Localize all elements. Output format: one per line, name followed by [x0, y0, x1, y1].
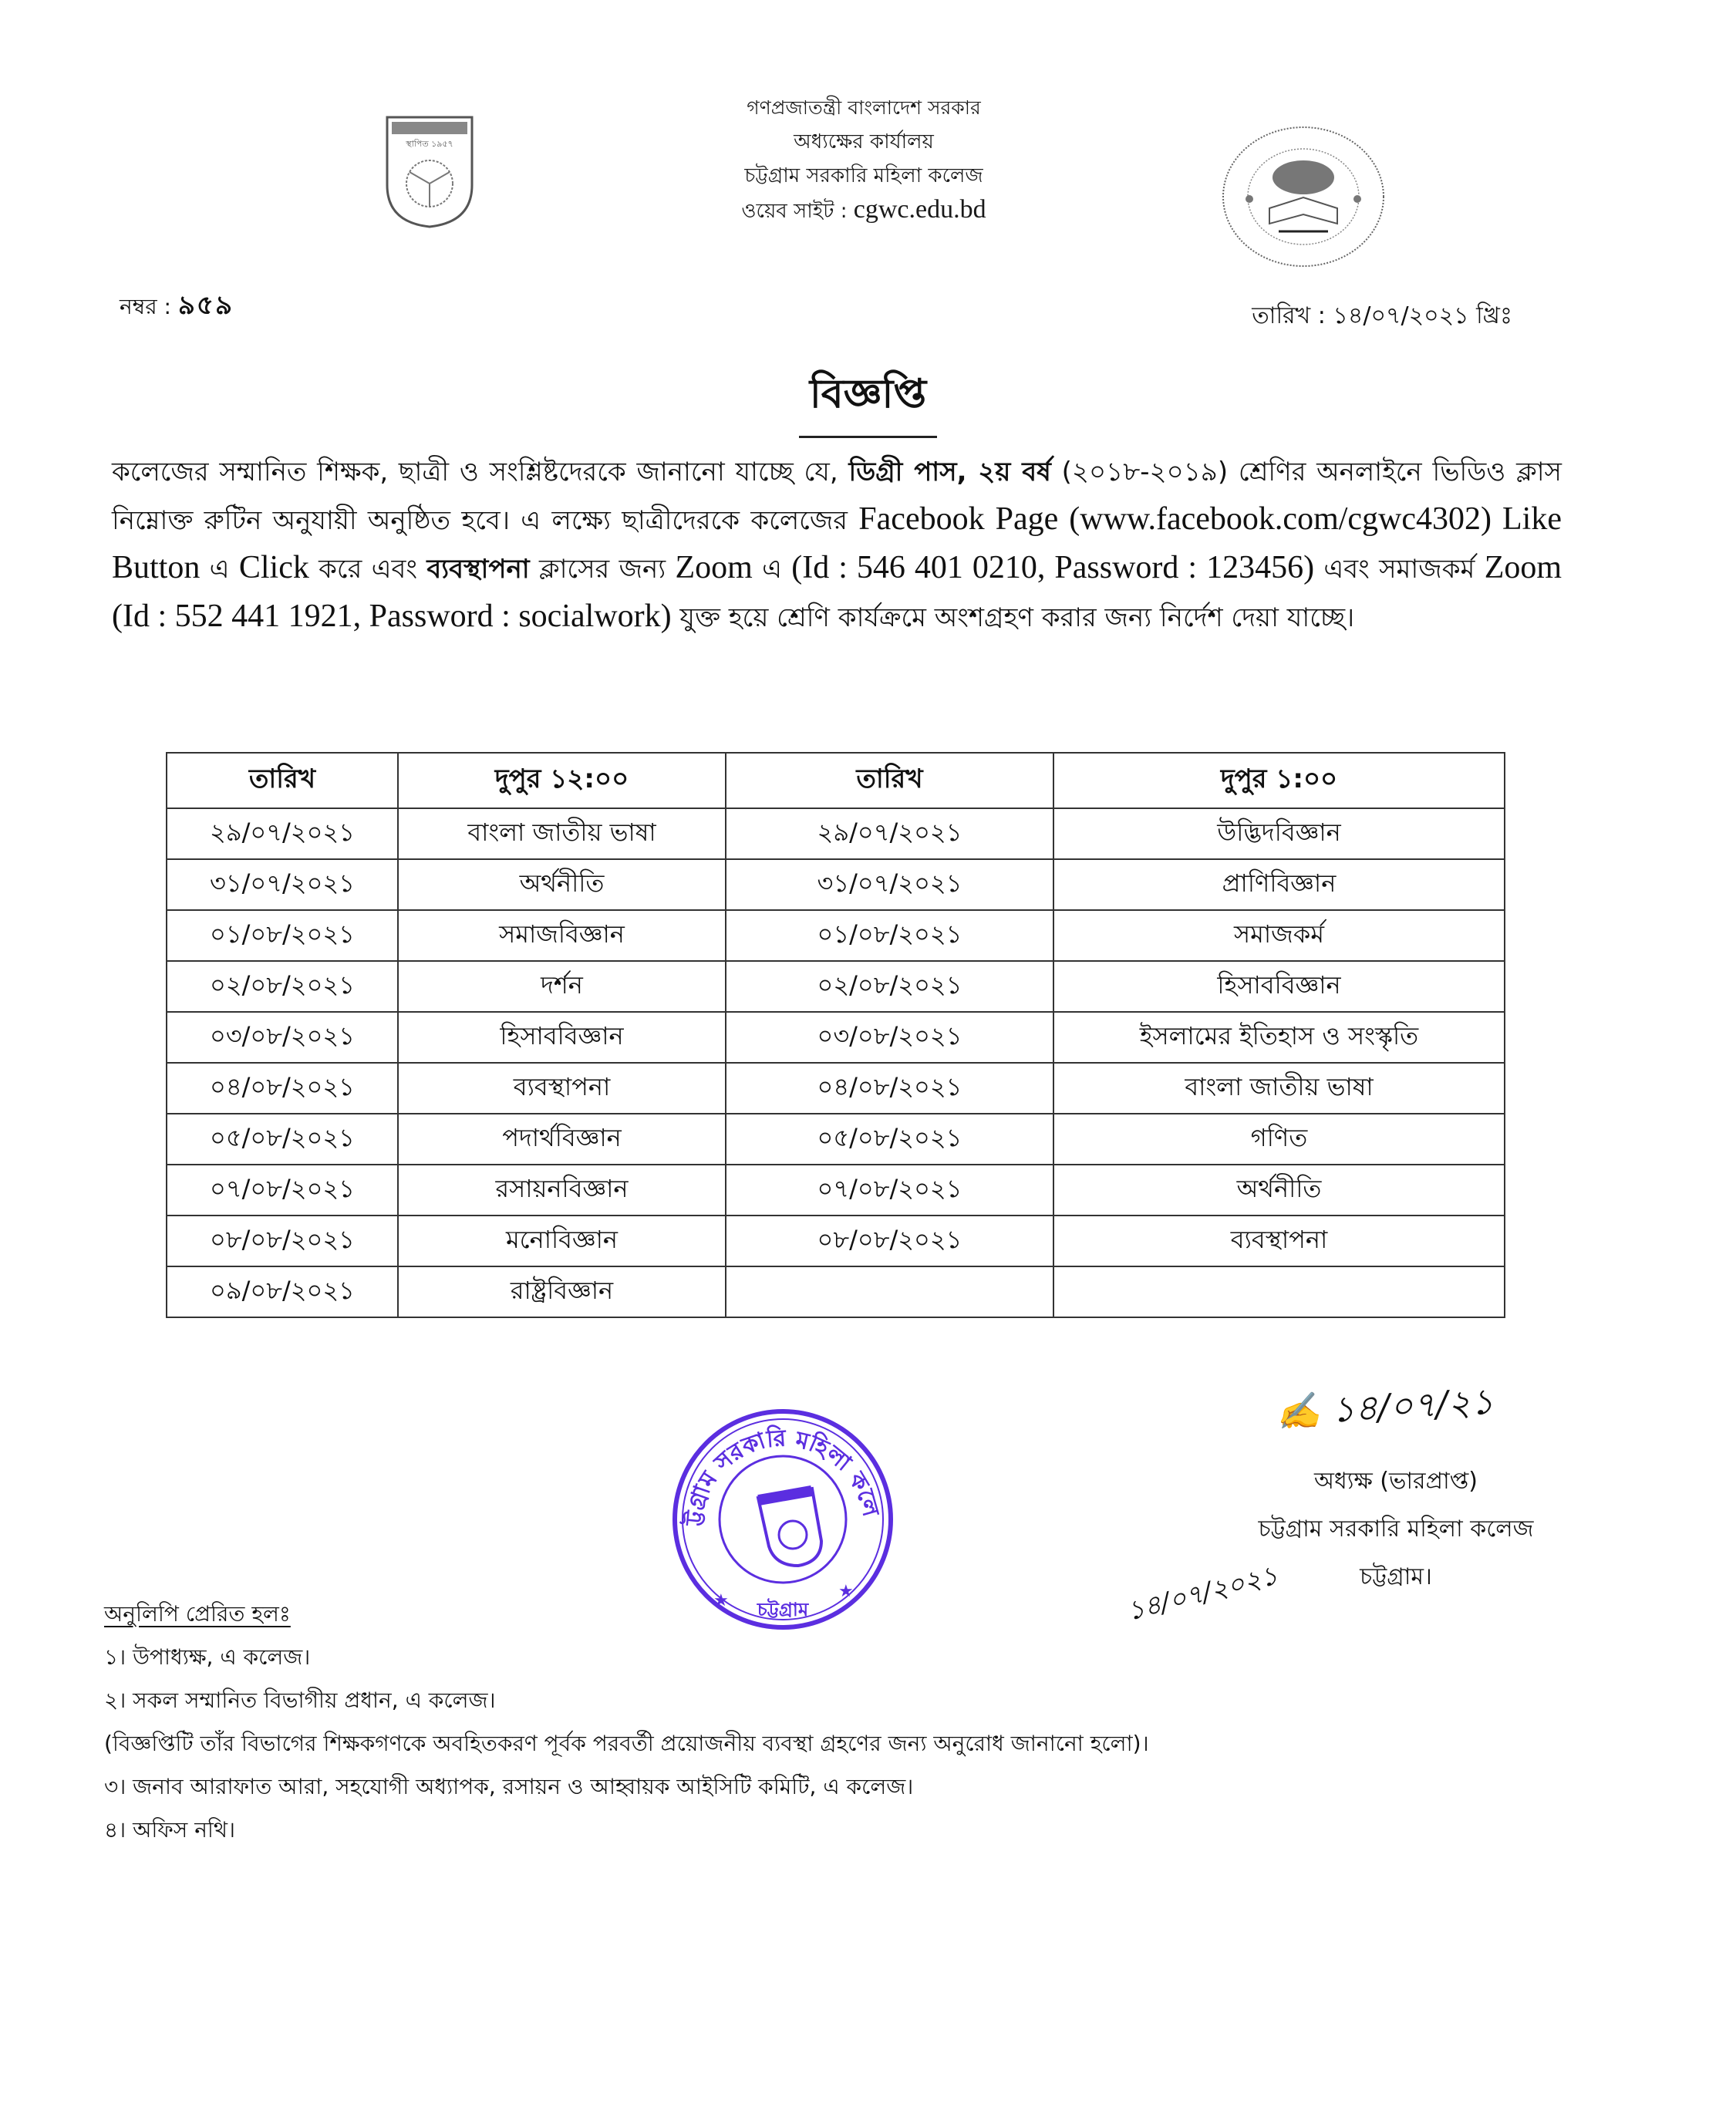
website-line — [540, 193, 1188, 228]
signature-scrawl-icon: ✍ — [1275, 1388, 1333, 1434]
table-row — [167, 1063, 1505, 1114]
subject-cell: মনোবিজ্ঞান — [398, 1216, 726, 1266]
distribution-item: ৪। অফিস নথি। — [104, 1817, 236, 1843]
subject-cell: গণিত — [1053, 1114, 1505, 1165]
body-text: (২০১৮-২০১৯) শ্রেণির অনলাইনে ভিডিও ক্লাস নিম্নোক্ত রুটিন অনুযায়ী অনুষ্ঠিত হবে। এ লক্ষ্যে ছাত্রীদেরকে কলেজের — [112, 457, 1562, 536]
principal-signature — [1275, 1375, 1495, 1445]
signatory-designation: অধ্যক্ষ (ভারপ্রাপ্ত) — [1313, 1468, 1478, 1495]
column-header: তারিখ — [167, 753, 398, 808]
office-line: অধ্যক্ষের কার্যালয় — [794, 130, 934, 153]
body-text: কলেজের সম্মানিত শিক্ষক, ছাত্রী ও সংশ্লিষ্টদেরকে জানানো যাচ্ছে যে, — [112, 457, 849, 487]
body-text: ক্লাসের জন্য — [529, 554, 676, 585]
svg-text:স্থাপিত ১৯৫৭: স্থাপিত ১৯৫৭ — [406, 139, 453, 149]
date-cell: ০১/০৮/২০২১ — [726, 910, 1053, 961]
subject-cell: হিসাববিজ্ঞান — [1053, 961, 1505, 1012]
date-cell: ০৩/০৮/২০২১ — [167, 1012, 398, 1063]
table-row — [167, 1165, 1505, 1216]
college-crest-icon — [384, 114, 475, 230]
date-cell: ০২/০৮/২০২১ — [726, 961, 1053, 1012]
body-text: এ — [200, 554, 239, 585]
website-label: ওয়েব সাইট : — [741, 200, 848, 223]
table-row — [167, 1266, 1505, 1317]
table-row — [167, 808, 1505, 859]
zoom-credentials-management: (Id : 546 401 0210, Password : 123456) — [791, 550, 1315, 585]
signature-date: ১৪/০৭/২১ — [1330, 1380, 1495, 1431]
date-cell: ০৫/০৮/২০২১ — [167, 1114, 398, 1165]
subject-cell: ব্যবস্থাপনা — [1053, 1216, 1505, 1266]
subject-cell: অর্থনীতি — [398, 859, 726, 910]
body-text: এবং সমাজকর্ম — [1314, 554, 1485, 585]
table-row — [167, 1216, 1505, 1266]
letterhead — [540, 91, 1188, 228]
class-schedule-table — [166, 752, 1505, 1318]
body-bold-class: ডিগ্রী পাস, ২য় বর্ষ — [848, 457, 1051, 487]
memo-date-label: তারিখ : — [1252, 302, 1326, 329]
date-cell: ৩১/০৭/২০২১ — [726, 859, 1053, 910]
date-cell: ২৯/০৭/২০২১ — [726, 808, 1053, 859]
date-cell: ০৯/০৮/২০২১ — [167, 1266, 398, 1317]
notice-title-wrap — [0, 362, 1736, 438]
distribution-list — [104, 1593, 1569, 1852]
star-icon: ★ — [838, 1582, 854, 1601]
body-text: করে এবং — [308, 554, 427, 585]
subject-cell: উদ্ভিদবিজ্ঞান — [1053, 808, 1505, 859]
subject-cell: হিসাববিজ্ঞান — [398, 1012, 726, 1063]
subject-cell: দর্শন — [398, 961, 726, 1012]
education-emblem-icon — [1219, 123, 1388, 270]
subject-cell: অর্থনীতি — [1053, 1165, 1505, 1216]
signatory-college: চট্টগ্রাম সরকারি মহিলা কলেজ — [1258, 1516, 1534, 1543]
website-link[interactable]: cgwc.edu.bd — [853, 195, 986, 224]
date-cell: ০৮/০৮/২০২১ — [167, 1216, 398, 1266]
date-cell: ০২/০৮/২০২১ — [167, 961, 398, 1012]
subject-cell: বাংলা জাতীয় ভাষা — [1053, 1063, 1505, 1114]
notice-title: বিজ্ঞপ্তি — [799, 362, 937, 438]
distribution-item: ১। উপাধ্যক্ষ, এ কলেজ। — [104, 1644, 311, 1670]
table-row — [167, 910, 1505, 961]
initial-date: ১৪/০৭/২০২১ — [1124, 1559, 1281, 1627]
government-line: গণপ্রজাতন্ত্রী বাংলাদেশ সরকার — [747, 96, 981, 119]
subject-cell: বাংলা জাতীয় ভাষা — [398, 808, 726, 859]
table-row — [167, 1114, 1505, 1165]
zoom-credentials-socialwork: Zoom (Id : 552 441 1921, Password : socialwork) — [112, 550, 1562, 634]
date-cell: ৩১/০৭/২০২১ — [167, 859, 398, 910]
body-text-en: Zoom — [675, 550, 753, 585]
subject-cell: ইসলামের ইতিহাস ও সংস্কৃতি — [1053, 1012, 1505, 1063]
subject-cell: প্রাণিবিজ্ঞান — [1053, 859, 1505, 910]
stamp-text-top: ট্টগ্রাম সরকারি মহিলা কলে — [680, 1425, 885, 1527]
subject-cell: সমাজবিজ্ঞান — [398, 910, 726, 961]
notice-body — [112, 449, 1562, 642]
date-cell: ০৫/০৮/২০২১ — [726, 1114, 1053, 1165]
date-cell: ০৭/০৮/২০২১ — [726, 1165, 1053, 1216]
college-name: চট্টগ্রাম সরকারি মহিলা কলেজ — [744, 164, 983, 187]
table-header-row — [167, 753, 1505, 808]
distribution-title: অনুলিপি প্রেরিত হলঃ — [104, 1601, 291, 1627]
distribution-note: (বিজ্ঞপ্তিটি তাঁর বিভাগের শিক্ষকগণকে অবহিতকরণ পূর্বক পরবর্তী প্রয়োজনীয় ব্যবস্থা গ্রহণের জন্য অনুরোধ জানানো হলো)। — [104, 1731, 1149, 1756]
stamp-text-bottom: চট্টগ্রাম — [757, 1599, 809, 1620]
signatory-city: চট্টগ্রাম। — [1360, 1563, 1432, 1590]
memo-date — [1252, 297, 1512, 336]
date-cell: ০৩/০৮/২০২১ — [726, 1012, 1053, 1063]
distribution-item: ৩। জনাব আরাফাত আরা, সহযোগী অধ্যাপক, রসায়ন ও আহ্বায়ক আইসিটি কমিটি, এ কলেজ। — [104, 1774, 914, 1799]
subject-cell: ব্যবস্থাপনা — [398, 1063, 726, 1114]
memo-date-value: ১৪/০৭/২০২১ খ্রিঃ — [1333, 302, 1512, 329]
table-row — [167, 859, 1505, 910]
table-row — [167, 1012, 1505, 1063]
subject-cell: রাষ্ট্রবিজ্ঞান — [398, 1266, 726, 1317]
date-cell: ০১/০৮/২০২১ — [167, 910, 398, 961]
distribution-item: ২। সকল সম্মানিত বিভাগীয় প্রধান, এ কলেজ। — [104, 1688, 496, 1713]
column-header: দুপুর ১:০০ — [1053, 753, 1505, 808]
column-header: তারিখ — [726, 753, 1053, 808]
body-text: এ — [752, 554, 792, 585]
svg-text:চট্টগ্রাম সরকারি মহিলা কলেজ — [667, 1404, 885, 1528]
memo-number-value: ৯৫৯ — [177, 290, 234, 321]
column-header: দুপুর ১২:০০ — [398, 753, 726, 808]
date-cell: ০৮/০৮/২০২১ — [726, 1216, 1053, 1266]
facebook-page-link[interactable]: Facebook Page (www.facebook.com/cgwc4302) Like Button — [112, 501, 1562, 585]
date-cell: ০৪/০৮/২০২১ — [167, 1063, 398, 1114]
date-cell: ২৯/০৭/২০২১ — [167, 808, 398, 859]
body-bold-subject: ব্যবস্থাপনা — [426, 554, 530, 585]
date-cell: ০৪/০৮/২০২১ — [726, 1063, 1053, 1114]
star-icon: ★ — [713, 1591, 729, 1610]
table-row — [167, 961, 1505, 1012]
memo-number — [120, 285, 234, 329]
memo-number-label: নম্বর : — [120, 294, 171, 319]
body-text-en: Click — [238, 550, 309, 585]
subject-cell: রসায়নবিজ্ঞান — [398, 1165, 726, 1216]
date-cell — [726, 1266, 1053, 1317]
subject-cell: পদার্থবিজ্ঞান — [398, 1114, 726, 1165]
date-cell: ০৭/০৮/২০২১ — [167, 1165, 398, 1216]
subject-cell: সমাজকর্ম — [1053, 910, 1505, 961]
subject-cell — [1053, 1266, 1505, 1317]
body-text: যুক্ত হয়ে শ্রেণি কার্যক্রমে অংশগ্রহণ করার জন্য নির্দেশ দেয়া যাচ্ছে। — [671, 602, 1355, 633]
